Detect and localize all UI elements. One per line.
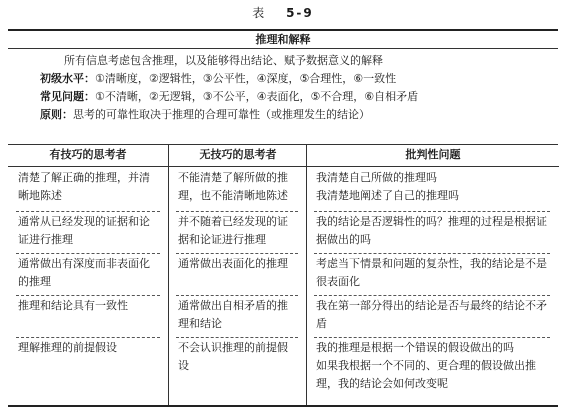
skilled-cell: 清楚了解正确的推理，并清晰地陈述 (18, 171, 150, 202)
skilled-cell: 通常从已经发现的证据和论证进行推理 (18, 215, 150, 246)
unskilled-cell: 并不随着已经发现的证据和论证进行推理 (178, 215, 288, 246)
question-cell: 我清楚自己所做的推理吗 我清楚地阐述了自己的推理吗 (316, 171, 459, 202)
table-intro (8, 48, 558, 145)
unskilled-cell: 不能清楚了解所做的推理，也不能清晰地陈述 (178, 171, 288, 202)
reasoning-table (8, 29, 558, 407)
problems-line (40, 88, 418, 105)
principle-value: 思考的可靠性取决于推理的合理可靠性（或推理发生的结论） (73, 108, 370, 121)
header-critical-questions: 批判性问题 (306, 144, 559, 167)
question-cell: 我在第一部分得出的结论是否与最终的结论不矛盾 (316, 299, 547, 330)
question-cell: 我的推理是根据一个错误的假设做出的吗 如果我根据一个不同的、更合理的假设做出推理，我的结论会如何改变呢 (316, 341, 536, 390)
unskilled-cell: 通常做出表面化的推理 (178, 257, 288, 270)
question-cell: 我的结论是否逻辑性的吗？推理的过程是根据证据做出的吗 (316, 215, 547, 246)
levels-value: ①清晰度，②逻辑性，③公平性，④深度，⑤合理性，⑥一致性 (95, 72, 397, 85)
skilled-cell: 通常做出有深度而非表面化的推理 (18, 257, 150, 288)
principle-line (40, 106, 370, 123)
problems-value: ①不清晰，②无逻辑，③不公平，④表面化，⑤不合理，⑥自相矛盾 (95, 90, 419, 103)
table-caption (0, 4, 566, 21)
skilled-cell: 推理和结论具有一致性 (18, 299, 128, 312)
principle-key: 原则： (40, 108, 73, 121)
header-skilled-thinker: 有技巧的思考者 (8, 144, 168, 167)
unskilled-cell: 通常做出自相矛盾的推理和结论 (178, 299, 288, 330)
levels-line (40, 70, 396, 87)
caption-number: 5-9 (286, 6, 314, 20)
table-title: 推理和解释 (8, 31, 558, 49)
caption-label: 表 (252, 6, 267, 20)
unskilled-cell: 不会认识推理的前提假设 (178, 341, 288, 372)
header-unskilled-thinker: 无技巧的思考者 (168, 144, 307, 167)
intro-line: 所有信息考虑包含推理，以及能够得出结论、赋予数据意义的解释 (64, 54, 383, 67)
question-cell: 考虑当下情景和问题的复杂性，我的结论是不是很表面化 (316, 257, 547, 288)
skilled-cell: 理解推理的前提假设 (18, 341, 117, 354)
levels-key: 初级水平： (40, 72, 95, 85)
problems-key: 常见问题： (40, 90, 95, 103)
